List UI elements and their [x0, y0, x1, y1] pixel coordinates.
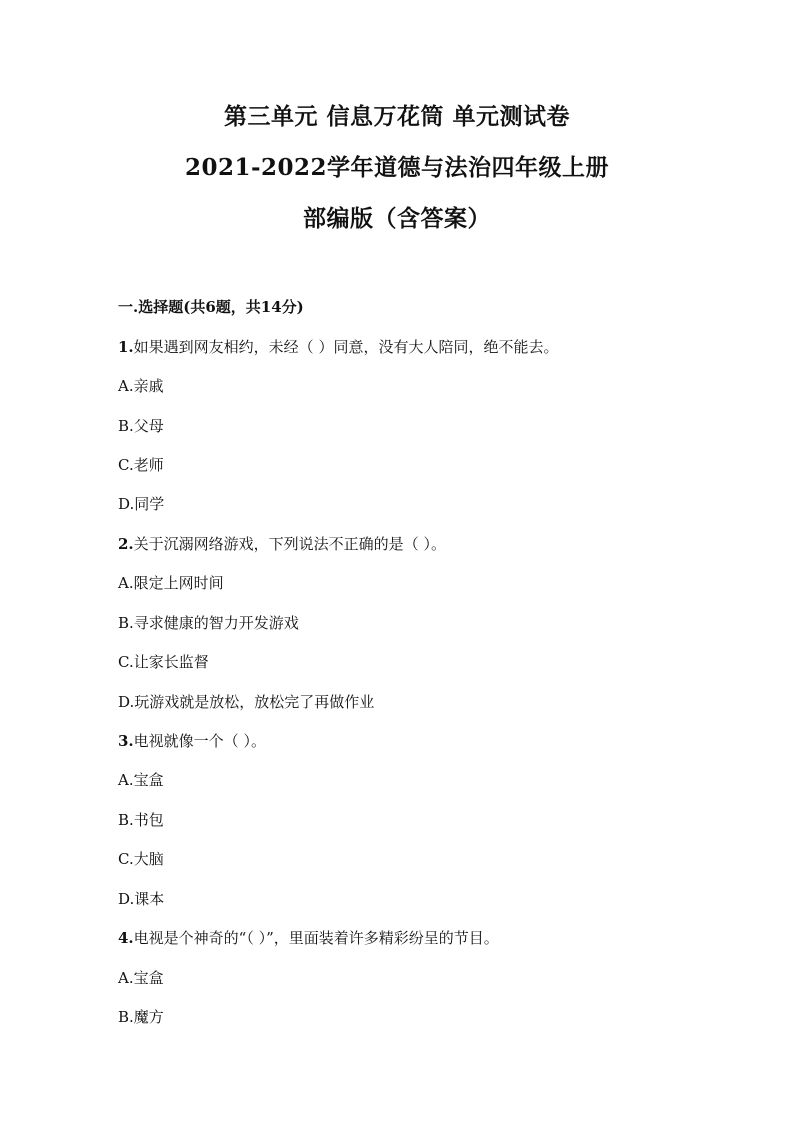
option-2b: B.寻求健康的智力开发游戏 — [118, 614, 299, 632]
option-3c: C.大脑 — [118, 850, 164, 868]
option-1a: A.亲戚 — [118, 377, 164, 395]
option-2a: A.限定上网时间 — [118, 574, 224, 592]
question-text: 如果遇到网友相约，未经（ ）同意，没有大人陪同，绝不能去。 — [133, 338, 559, 356]
question-number: 2. — [118, 535, 134, 553]
option-1b: B.父母 — [118, 417, 164, 435]
question-text: 电视是个神奇的“（ ）”，里面装着许多精彩纷呈的节目。 — [133, 929, 499, 947]
title-line-2: 2021-2022学年道德与法治四年级上册 — [184, 154, 610, 181]
option-3a: A.宝盒 — [118, 771, 164, 789]
option-1d: D.同学 — [118, 495, 165, 513]
question-1 — [118, 336, 558, 357]
option-2c: C.让家长监督 — [118, 653, 209, 671]
question-4 — [118, 927, 499, 948]
question-text: 电视就像一个（ ）。 — [133, 732, 266, 750]
question-number: 4. — [118, 929, 134, 947]
question-2 — [118, 533, 446, 554]
option-1c: C.老师 — [118, 456, 164, 474]
title-line-1: 第三单元 信息万花筒 单元测试卷 — [223, 103, 570, 130]
option-3d: D.课本 — [118, 890, 165, 908]
option-4b: B.魔方 — [118, 1008, 164, 1026]
question-text: 关于沉溺网络游戏，下列说法不正确的是（ ）。 — [133, 535, 446, 553]
section-heading: 一.选择题(共6题，共14分) — [118, 298, 304, 316]
option-2d: D.玩游戏就是放松，放松完了再做作业 — [118, 693, 375, 711]
title-line-3: 部编版（含答案） — [303, 205, 491, 232]
question-3 — [118, 730, 266, 751]
option-3b: B.书包 — [118, 811, 164, 829]
option-4a: A.宝盒 — [118, 969, 164, 987]
question-number: 3. — [118, 732, 134, 750]
question-number: 1. — [118, 338, 134, 356]
